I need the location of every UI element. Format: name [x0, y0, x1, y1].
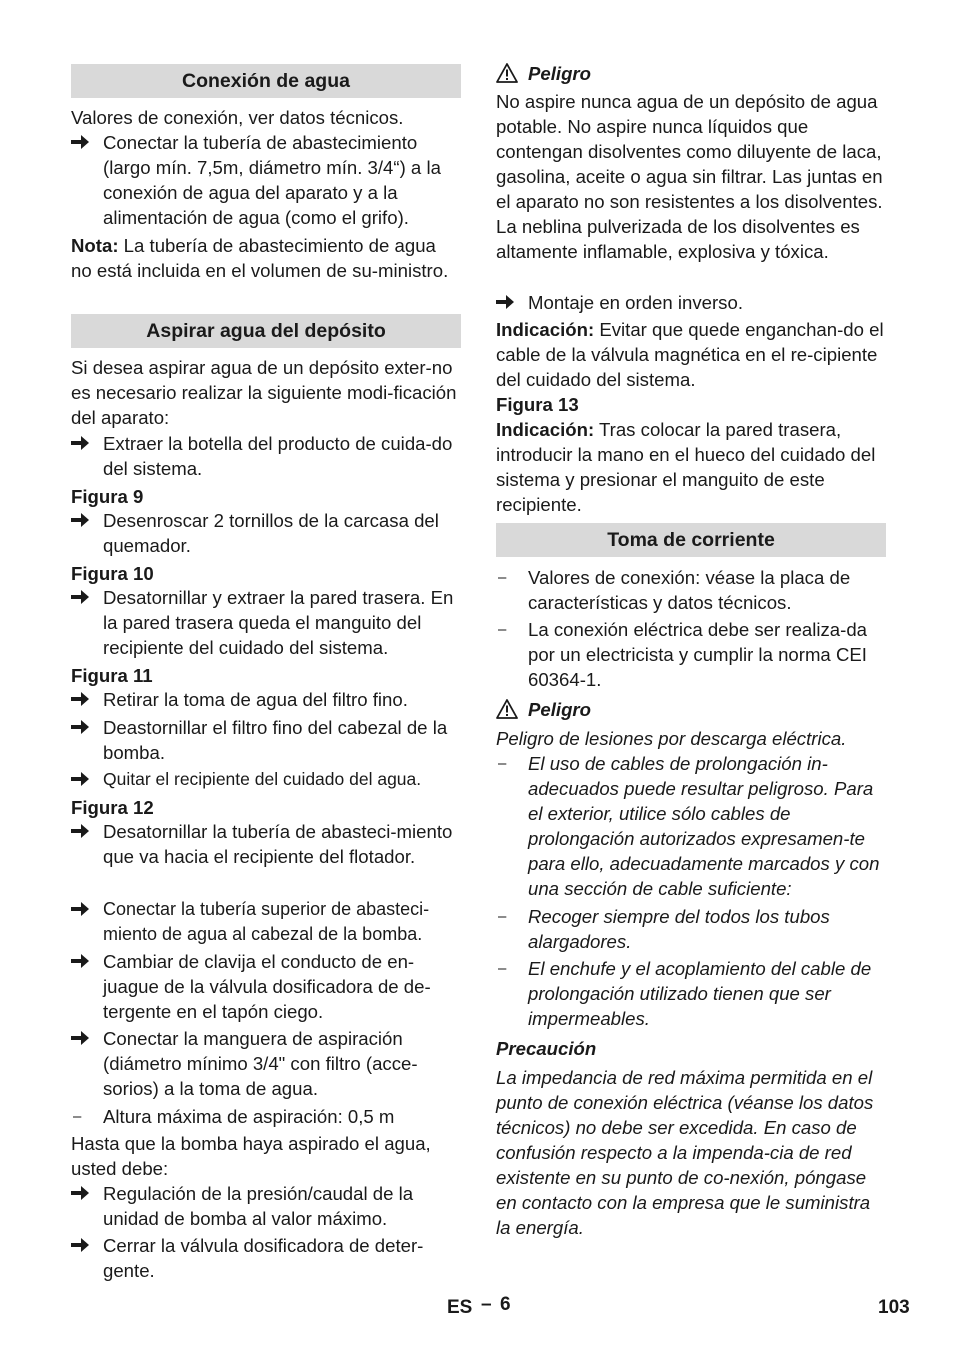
- bullet-item: Regulación de la presión/caudal de la unidad de bomba al valor máximo.: [71, 1181, 461, 1231]
- warning-paragraph: Peligro de lesiones por descarga eléctrica.: [496, 728, 847, 749]
- dash-icon: –: [73, 1108, 82, 1125]
- arrow-right-icon: [71, 1026, 95, 1045]
- warning-title: Peligro: [496, 697, 886, 722]
- arrow-right-icon: [71, 949, 95, 968]
- figure-label-12: Figura 12: [71, 797, 154, 818]
- note-text: La tubería de abastecimiento de agua no está incluida en el volumen de su-ministro.: [71, 235, 449, 281]
- paragraph: Si desea aspirar agua de un depósito exter-no es necesario realizar la siguiente modi-ficación del aparato:: [71, 357, 457, 428]
- dash-item: – Recoger siempre del todos los tubos alargadores.: [498, 906, 830, 952]
- dash-item: – El uso de cables de prolongación in-adecuados puede resultar peligroso. Para el exterior, utilice sólo cables de prolongación autorizados expresamen-te para ello, adecuadamente marcados y con una sección de cable suficiente:: [498, 753, 880, 899]
- dash-item: – La conexión eléctrica debe ser realiza-da por un electricista y cumplir la norma CEI 60364-1.: [498, 619, 868, 690]
- dash-icon: –: [498, 960, 507, 977]
- indication-paragraph: [496, 317, 886, 392]
- arrow-right-icon: [71, 1233, 95, 1252]
- figure-label-10: Figura 10: [71, 563, 154, 584]
- bullet-item: Retirar la toma de agua del filtro fino.: [71, 687, 461, 712]
- footer-language: ES: [447, 1297, 473, 1318]
- arrow-right-icon: [71, 687, 95, 706]
- arrow-right-icon: [71, 897, 95, 916]
- bullet-item: Cambiar de clavija el conducto de en-juague de la válvula dosificadora de de-tergente en el tapón ciego.: [71, 949, 461, 1024]
- warning-paragraph: No aspire nunca agua de un depósito de agua potable. No aspire nunca líquidos que contengan disolventes como diluyente de laca, gasolina, aceite o agua sin filtrar. Las juntas en el aparato no son resistentes a los disolventes. La neblina pulverizada de los disolventes es altamente inflamable, explosiva y tóxica.: [496, 91, 883, 262]
- arrow-right-icon: [71, 1181, 95, 1200]
- indication-text: Tras colocar la pared trasera, introducir la mano en el hueco del cuidado del sistema y presionar el manguito de este recipiente.: [496, 419, 876, 515]
- dash-icon: –: [498, 908, 507, 925]
- indication-text: Evitar que quede enganchan-do el cable de la válvula magnética en el re-cipiente del cuidado del sistema.: [496, 319, 884, 390]
- indication-label: Indicación:: [496, 319, 595, 340]
- bullet-item: Extraer la botella del producto de cuida-do del sistema.: [71, 431, 461, 481]
- caution-title: Precaución: [496, 1038, 597, 1059]
- section-heading-conexion-agua: Conexión de agua: [71, 64, 461, 98]
- footer-page-number: 103: [878, 1297, 910, 1318]
- footer-dash: –: [481, 1294, 492, 1315]
- paragraph: Hasta que la bomba haya aspirado el agua, usted debe:: [71, 1133, 431, 1179]
- note-paragraph: [71, 233, 461, 283]
- dash-item: – Valores de conexión: véase la placa de características y datos técnicos.: [498, 567, 851, 613]
- bullet-item: Quitar el recipiente del cuidado del agua.: [71, 767, 461, 792]
- bullet-item: Cerrar la válvula dosificadora de deter-gente.: [71, 1233, 461, 1283]
- caution-paragraph: La impedancia de red máxima permitida en el punto de conexión eléctrica (véanse los datos técnicos) no debe ser excedida. En caso de confusión respecto a la impenda-cia de red existente en su punto de co-nexión, póngase en contacto con la empresa que le suministra la energía.: [496, 1067, 874, 1238]
- arrow-right-icon: [71, 715, 95, 734]
- indication-label: Indicación:: [496, 419, 595, 440]
- arrow-right-icon: [496, 290, 520, 309]
- arrow-right-icon: [71, 431, 95, 450]
- bullet-item: Conectar la tubería de abastecimiento (largo mín. 7,5m, diámetro mín. 3/4“) a la conexión de agua del aparato y a la alimentación de agua (como el grifo).: [71, 130, 461, 230]
- warning-triangle-icon: [496, 63, 518, 89]
- dash-icon: –: [498, 755, 507, 772]
- bullet-item: Desatornillar la tubería de abasteci-miento que va hacia el recipiente del flotador.: [71, 819, 461, 869]
- bullet-item: Desatornillar y extraer la pared trasera. En la pared trasera queda el manguito del recipiente del cuidado del sistema.: [71, 585, 461, 660]
- arrow-right-icon: [71, 508, 95, 527]
- figure-label-13: Figura 13: [496, 394, 579, 415]
- note-label: Nota:: [71, 235, 119, 256]
- warning-triangle-icon: [496, 699, 518, 725]
- dash-item: – Altura máxima de aspiración: 0,5 m: [73, 1106, 395, 1127]
- paragraph: Valores de conexión, ver datos técnicos.: [71, 107, 404, 128]
- arrow-right-icon: [71, 130, 95, 149]
- footer-section-page: 6: [500, 1294, 511, 1315]
- arrow-right-icon: [71, 767, 95, 786]
- bullet-item: Montaje en orden inverso.: [496, 290, 886, 315]
- bullet-item: Conectar la tubería superior de abasteci-miento de agua al cabezal de la bomba.: [71, 897, 461, 947]
- bullet-item: Desenroscar 2 tornillos de la carcasa del quemador.: [71, 508, 461, 558]
- arrow-right-icon: [71, 819, 95, 838]
- warning-title: Peligro: [496, 61, 886, 86]
- dash-item: – El enchufe y el acoplamiento del cable de prolongación utilizado tienen que ser impermeables.: [498, 958, 872, 1029]
- section-heading-toma-corriente: Toma de corriente: [496, 523, 886, 557]
- dash-icon: –: [498, 621, 507, 638]
- bullet-item: Conectar la manguera de aspiración (diámetro mínimo 3/4" con filtro (acce-sorios) a la toma de agua.: [71, 1026, 461, 1101]
- arrow-right-icon: [71, 585, 95, 604]
- section-heading-aspirar-agua: Aspirar agua del depósito: [71, 314, 461, 348]
- figure-label-11: Figura 11: [71, 665, 153, 686]
- figure-label-9: Figura 9: [71, 486, 144, 507]
- indication-paragraph: [496, 417, 886, 517]
- bullet-item: Deastornillar el filtro fino del cabezal de la bomba.: [71, 715, 461, 765]
- dash-icon: –: [498, 569, 507, 586]
